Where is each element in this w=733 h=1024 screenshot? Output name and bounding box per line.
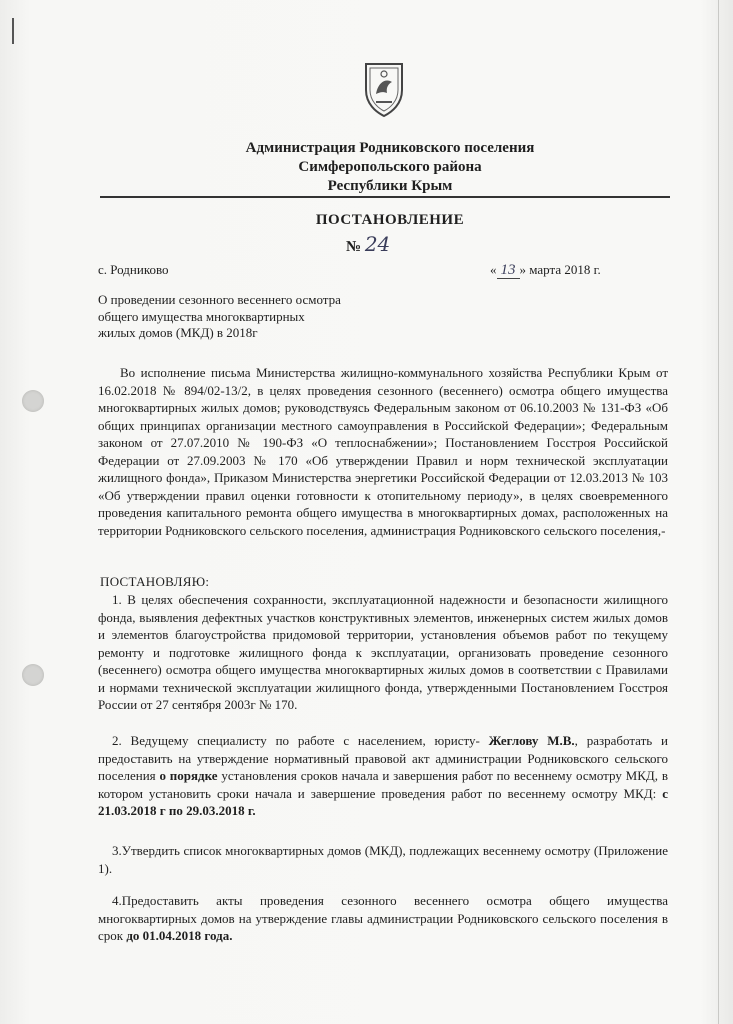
header-district: Симферопольского района	[298, 159, 482, 175]
place-of-issue: с. Родниково	[98, 262, 169, 277]
page-edge	[718, 0, 719, 1024]
date-close-quote: »	[519, 262, 526, 277]
item-2-part-2: , разработать и предоставить на утверждение нормативный правовой акт администрации Родниковского сельского поселения	[98, 733, 668, 783]
subject-line-1: О проведении сезонного весеннего осмотра	[98, 292, 341, 307]
number-prefix: №	[346, 239, 362, 255]
subject-line-2: общего имущества многоквартирных	[98, 308, 305, 324]
item-4-deadline: до 01.04.2018 года.	[126, 928, 233, 943]
date-day-handwritten: 13	[497, 262, 520, 279]
item-2-responsible-name: Жеглову М.В.	[488, 733, 575, 748]
document-number	[346, 232, 390, 256]
item-4-part-1: 4.Предоставить акты проведения сезонного весеннего осмотра общего имущества многоквартирных домов на утверждение главы администрации Родниковского сельского поселения в срок	[98, 893, 668, 943]
document-subject	[98, 292, 398, 342]
item-2-dates: с 21.03.2018 г по 29.03.2018 г.	[98, 785, 668, 818]
item-4-paragraph	[98, 892, 668, 945]
item-2-paragraph	[98, 732, 668, 820]
crimea-emblem-icon	[362, 60, 406, 118]
document-date	[490, 262, 601, 279]
number-handwritten: 24	[364, 232, 391, 256]
preamble-paragraph: Во исполнение письма Министерства жилищно-коммунального хозяйства Республики Крым от 16.02.2018 № 894/02-13/2, в целях проведения сезонного (весеннего) осмотра общего имущества многоквартирных жилых домов; руководствуясь Федеральным законом от 06.10.2003 № 131-ФЗ «Об общих принципах организации местного самоуправления в Российской Федерации»; Федеральным законом от 27.07.2010 № 190-ФЗ «О теплоснабжении»; Постановлением Госстроя Российской Федерации от 27.09.2003 № 170 «Об утверждении Правил и норм технической эксплуатации жилищного фонда», Приказом Министерства энергетики Российской Федерации от 12.03.2013 № 103 «Об утверждении правил оценки готовности к отопительному периоду», в целях своевременного проведения капитального ремонта общего имущества в многоквартирных домах, расположенных на территории Родниковского сельского поселения, администрация Родниковского сельского поселения,-	[98, 365, 668, 538]
header-organization: Администрация Родниковского поселения	[245, 140, 535, 156]
document-title: ПОСТАНОВЛЕНИЕ	[315, 212, 465, 228]
date-month-year: марта 2018 г.	[529, 262, 601, 277]
item-1-paragraph: 1. В целях обеспечения сохранности, эксплуатационной надежности и безопасности жилищного фонда, выявления дефектных участков конструктивных элементов, инженерных систем жилых домов и элементов благоустройства придомовой территории, установления объемов работ по текущему ремонту и подготовке жилищного фонда к эксплуатации, организовать проведение сезонного (весеннего) осмотра общего имущества многоквартирных жилых домов в соответствии с Правилами и нормами технической эксплуатации жилищного фонда, утвержденными Постановлением Госстроя России от 27 сентября 2003г № 170.	[98, 592, 668, 712]
item-2-part-3: установления сроков начала и завершения работ по весеннему осмотру МКД, в котором установить сроки начала и завершение проведения работ по весеннему осмотру МКД:	[98, 768, 668, 801]
item-3-paragraph: 3.Утвердить список многоквартирных домов (МКД), подлежащих весеннему осмотру (Приложение 1).	[98, 843, 668, 876]
item-2-order-phrase: о порядке	[159, 768, 218, 783]
decree-heading: ПОСТАНОВЛЯЮ:	[100, 574, 210, 589]
date-open-quote: «	[490, 262, 497, 277]
subject-line-3: жилых домов (МКД) в 2018г	[98, 325, 258, 340]
header-divider	[100, 196, 670, 198]
scan-mark	[12, 18, 14, 44]
punch-hole-lower	[22, 664, 44, 686]
header-republic: Республики Крым	[327, 178, 453, 194]
item-2-part-1: 2. Ведущему специалисту по работе с населением, юристу-	[112, 733, 489, 748]
punch-hole-upper	[22, 390, 44, 412]
